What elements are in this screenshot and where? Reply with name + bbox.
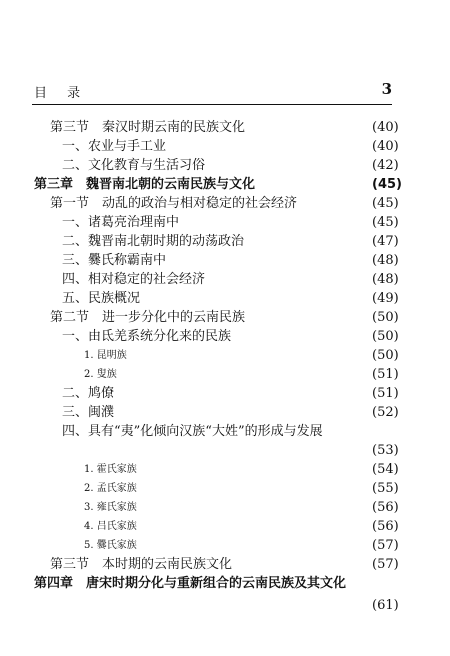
running-header [32, 82, 392, 105]
toc-entry-page: (51) [372, 367, 399, 382]
toc-entry-page: (48) [372, 253, 399, 268]
toc-entry [0, 365, 450, 385]
toc-entry-title: 第二节 进一步分化中的云南民族 [50, 310, 246, 325]
dot-leader [180, 251, 370, 271]
toc-entry-title: 五、民族概况 [62, 291, 141, 306]
dot-leader [184, 137, 370, 157]
toc-entry-title: 二、魏晋南北朝时期的动荡政治 [62, 234, 245, 249]
dot-leader [152, 479, 370, 499]
toc-entry-title: 3. 雍氏家族 [84, 502, 137, 513]
toc-entry-page: (53) [372, 443, 399, 458]
toc-entry [0, 327, 450, 347]
toc-entry-title: 第三章 魏晋南北朝的云南民族与文化 [34, 177, 256, 192]
toc-entry [0, 555, 450, 575]
dot-leader [152, 536, 370, 556]
toc-entry-title: 一、农业与手工业 [62, 139, 167, 154]
toc-entry-title: 三、爨氏称霸南中 [62, 253, 167, 268]
toc-entry-title: 2. 孟氏家族 [84, 483, 137, 494]
toc-chapter-entry [0, 574, 450, 594]
toc-entry [0, 251, 450, 271]
toc-entry-title: 2. 叟族 [84, 369, 117, 380]
dot-leader [218, 156, 370, 176]
toc-entry [0, 346, 450, 366]
toc-entry [0, 460, 450, 480]
toc-entry [0, 403, 450, 423]
dot-leader [84, 441, 370, 461]
toc-entry [0, 479, 450, 499]
toc-entry-title: 4. 吕氏家族 [84, 521, 137, 532]
toc-entry [0, 213, 450, 233]
header-title: 目 录 [34, 86, 89, 101]
dot-leader [318, 194, 370, 214]
dot-leader [194, 213, 370, 233]
dot-leader [152, 517, 370, 537]
toc-entry [0, 536, 450, 556]
toc-entry-page: (57) [372, 557, 399, 572]
toc-entry-page: (42) [372, 158, 399, 173]
toc-entry-page: (49) [372, 291, 399, 306]
toc-entry-page: (47) [372, 234, 399, 249]
toc-entry-page: (45) [372, 215, 399, 230]
toc-entry-page: (51) [372, 386, 399, 401]
dot-leader [128, 384, 370, 404]
toc-entry-page: (50) [372, 310, 399, 325]
dot-leader [246, 327, 370, 347]
toc-entry [0, 156, 450, 176]
toc-entry-title: 一、由氐羌系统分化来的民族 [62, 329, 232, 344]
toc-entry [0, 422, 450, 442]
toc-entry-page: (45) [372, 177, 402, 192]
toc-entry-page: (45) [372, 196, 399, 211]
dot-leader [218, 270, 370, 290]
toc-entry [0, 498, 450, 518]
toc-entry-title: 四、相对稳定的社会经济 [62, 272, 206, 287]
dot-leader [96, 596, 370, 616]
dot-leader [278, 175, 370, 195]
toc-entry [0, 308, 450, 328]
dot-leader [262, 308, 370, 328]
toc-entry-page: (50) [372, 348, 399, 363]
toc-entry-page: (40) [372, 139, 399, 154]
dot-leader [250, 555, 370, 575]
toc-entry-page: (54) [372, 462, 399, 477]
dot-leader [152, 498, 370, 518]
toc-entry-page: (56) [372, 500, 399, 515]
toc-entry [0, 270, 450, 290]
toc-entry [0, 232, 450, 252]
toc-entry [0, 194, 450, 214]
dot-leader [258, 232, 370, 252]
toc-entry-title: 第三节 本时期的云南民族文化 [50, 557, 233, 572]
toc-entry-page: (56) [372, 519, 399, 534]
toc-entry-title: 四、具有“夷”化倾向汉族“大姓”的形成与发展 [62, 424, 323, 439]
dot-leader [142, 346, 370, 366]
toc-entry-page: (50) [372, 329, 399, 344]
toc-entry-continuation [0, 441, 450, 461]
toc-chapter-entry [0, 175, 450, 195]
toc-entry-page: (57) [372, 538, 399, 553]
toc-entry [0, 384, 450, 404]
toc-entry-page: (52) [372, 405, 399, 420]
toc-entry [0, 118, 450, 138]
toc-entry-page: (61) [372, 598, 399, 613]
dot-leader [152, 460, 370, 480]
toc-entry-title: 第三节 秦汉时期云南的民族文化 [50, 120, 246, 135]
toc-entry-title: 二、鸠僚 [62, 386, 115, 401]
toc-entry-page: (55) [372, 481, 399, 496]
toc-entry-title: 第一节 动乱的政治与相对稳定的社会经济 [50, 196, 298, 211]
toc-entry-page: (48) [372, 272, 399, 287]
toc-entry-page: (40) [372, 120, 399, 135]
toc-entry [0, 137, 450, 157]
dot-leader [262, 118, 370, 138]
dot-leader [130, 365, 370, 385]
toc-entry [0, 289, 450, 309]
toc-entry-title: 1. 霍氏家族 [84, 464, 137, 475]
toc-entry-title: 5. 爨氏家族 [84, 540, 137, 551]
toc-entry-continuation [0, 596, 450, 616]
toc-entry-title: 1. 昆明族 [84, 350, 127, 361]
toc-entry-title: 一、诸葛亮治理南中 [62, 215, 180, 230]
dot-leader [154, 289, 370, 309]
toc-entry-title: 三、闽濮 [62, 405, 115, 420]
toc-entry-title: 二、文化教育与生活习俗 [62, 158, 206, 173]
page-number: 3 [381, 80, 392, 98]
dot-leader [128, 403, 370, 423]
toc-entry [0, 517, 450, 537]
toc-entry-title: 第四章 唐宋时期分化与重新组合的云南民族及其文化 [34, 576, 347, 591]
